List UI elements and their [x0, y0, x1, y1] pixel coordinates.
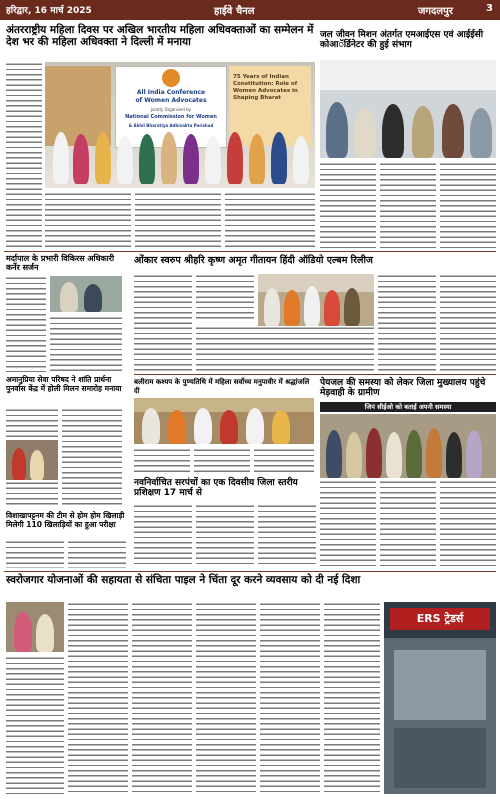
conference-logo: [162, 69, 180, 87]
person-figure: [326, 102, 348, 158]
person-figure: [183, 134, 199, 184]
person-figure: [386, 432, 402, 478]
banner-line1: All India Conference: [136, 89, 206, 96]
person-figure: [382, 104, 404, 158]
story9-body-col3: [258, 504, 316, 568]
person-figure: [12, 448, 26, 480]
story4-body-col2: [196, 274, 254, 322]
story11-body-col4: [196, 602, 256, 794]
story10-headline: विशाखापट्टनम की टीम से होम होम खिलाड़ी मिलेगी 110 खिलाड़ियों का हुआ परीक्षा: [6, 511, 125, 529]
story6-headline: अमानुप्रिया सेवा परिषद ने शांति प्रार्थना पुनर्वास केंद्र में होली मिलन समारोह मनाया: [6, 375, 122, 393]
person-figure: [354, 108, 376, 158]
person-figure: [324, 290, 340, 326]
person-figure: [117, 136, 133, 184]
story8-body-col1: [320, 480, 376, 568]
shop-shutter: [394, 650, 486, 720]
person-figure: [344, 288, 360, 326]
story11-photo: [6, 602, 64, 652]
story4-body-col5: [440, 274, 496, 372]
story11-body-col1: [6, 656, 64, 794]
story9-body-col2: [196, 504, 254, 568]
story11-headline: स्वरोजगार योजनाओं की सहायता से संचिता पाइल ने चिंता दूर करने व्यवसाय को दी नई दिशा: [6, 574, 361, 586]
story4-body-col3: [196, 326, 374, 372]
story2-body-col1: [320, 162, 376, 248]
person-figure: [426, 428, 442, 478]
masthead-date: हरिद्वार, 16 मार्च 2025: [6, 6, 92, 16]
advert-sign: ERS ट्रेडर्स: [390, 608, 490, 630]
person-figure: [264, 288, 280, 326]
story1-body-col4: [225, 192, 315, 248]
story2-headline: जल जीवन मिशन अंतर्गत एमआईएस एवं आईईसी कोआॅर्डिनेटर की हुई संभाग: [320, 30, 484, 51]
section-divider: [4, 571, 496, 572]
section-divider: [4, 251, 496, 252]
story8-body-col3: [440, 480, 496, 568]
person-figure: [36, 614, 54, 652]
person-figure: [205, 136, 221, 184]
person-figure: [194, 408, 212, 444]
person-figure: [304, 286, 320, 326]
person-figure: [284, 290, 300, 326]
person-figure: [14, 612, 32, 652]
masthead: [0, 0, 500, 20]
story7-body-col1: [134, 448, 190, 474]
person-figure: [161, 132, 177, 184]
story11-body-col5: [260, 602, 320, 794]
person-figure: [73, 134, 89, 184]
person-figure: [366, 428, 382, 478]
story10-body-col2: [68, 540, 126, 568]
story1-photo: [45, 62, 315, 188]
story9-body-col1: [134, 504, 192, 568]
person-figure: [271, 132, 287, 184]
section-divider: [134, 374, 496, 375]
person-figure: [442, 104, 464, 158]
story7-photo: [134, 398, 314, 444]
story4-body-col4: [378, 274, 436, 372]
story10-body-col1: [6, 540, 64, 568]
story4-photo: [258, 274, 374, 326]
story11-body-col6: [324, 602, 380, 794]
story1-body-col1: [6, 62, 42, 248]
story1-body-col2: [45, 192, 131, 248]
story8-headline: पेयजल की समस्या को लेकर जिला मुख्यालय पहुंचे मेड़वाही के ग्रामीण: [320, 378, 486, 399]
person-figure: [139, 134, 155, 184]
banner-line5: & Akhil Bharatiya Adhivakta Parishad: [128, 123, 214, 128]
person-figure: [168, 410, 186, 444]
story11-body-col2: [68, 602, 128, 794]
person-figure: [326, 430, 342, 478]
shop-floor: [394, 728, 486, 788]
person-figure: [142, 408, 160, 444]
story11-body-col3: [132, 602, 192, 794]
person-figure: [30, 450, 44, 480]
person-figure: [84, 284, 102, 312]
story8-photo: [320, 414, 496, 478]
person-figure: [406, 430, 422, 478]
banner-line3: Jointly Organised by: [150, 107, 192, 112]
story8-body-col2: [380, 480, 436, 568]
person-figure: [446, 432, 462, 478]
story4-headline: ओंकार स्वरुप श्रीहरि कृष्ण अमृत गीतायन हिंदी ऑडियो एल्बम रिलीज: [134, 255, 373, 266]
banner-right-panel: [229, 66, 311, 146]
story2-body-col3: [440, 162, 496, 248]
person-figure: [246, 408, 264, 444]
person-figure: [53, 132, 69, 184]
person-figure: [60, 282, 78, 312]
masthead-city: जगदलपुर: [418, 6, 453, 17]
person-figure: [272, 410, 290, 444]
story1-headline: अंतरराष्ट्रीय महिला दिवस पर अखिल भारतीय महिला अधिवक्ताओं का सम्मेलन में देश भर की महिला अधिवक्ता ने दिल्ली में मनाया: [6, 24, 314, 49]
page-number: 3: [486, 3, 493, 14]
story8-subheadline: जिपं सीईओ को बताई अपनी समस्या: [320, 402, 496, 412]
story4-body-col1: [134, 274, 192, 372]
story9-headline: नवनिर्वाचित सरपंचों का एक दिवसीय जिला स्तरीय प्रशिक्षण 17 मार्च से: [134, 478, 298, 499]
advert-photo: [384, 602, 496, 794]
story2-body-col2: [380, 162, 436, 248]
story1-body-col3: [135, 192, 221, 248]
story2-photo: [320, 60, 496, 158]
person-figure: [470, 108, 492, 158]
story6-photo: [6, 440, 58, 480]
person-figure: [95, 132, 111, 184]
person-figure: [249, 134, 265, 184]
person-figure: [293, 136, 309, 184]
banner-line4: National Commission for Women: [125, 114, 217, 120]
story3-body-col1: [6, 276, 46, 372]
story3-photo: [50, 276, 122, 312]
story6-body-col2: [62, 408, 122, 508]
story7-headline: बलीराम कश्यप के पुण्यतिथि में महिला सर्वोच्च मनुपावीर में श्रद्धांजलि दी: [134, 378, 310, 395]
story3-body-col2: [50, 316, 122, 372]
person-figure: [220, 410, 238, 444]
story7-body-col2: [194, 448, 250, 474]
person-figure: [346, 432, 362, 478]
story7-body-col3: [254, 448, 314, 474]
person-figure: [412, 106, 434, 158]
banner-line2: of Women Advocates: [135, 97, 207, 104]
masthead-paper-name: हाईवे चैनल: [214, 6, 255, 17]
story3-headline: मर्दापाल के प्रभारी विकिरस अधिकारी कर्नेर सर्जन: [6, 254, 115, 273]
banner-right-text: 75 Years of Indian Constitution: Role of Women Advocates in Shaping Bharat: [233, 74, 298, 101]
person-figure: [227, 132, 243, 184]
person-figure: [466, 430, 482, 478]
